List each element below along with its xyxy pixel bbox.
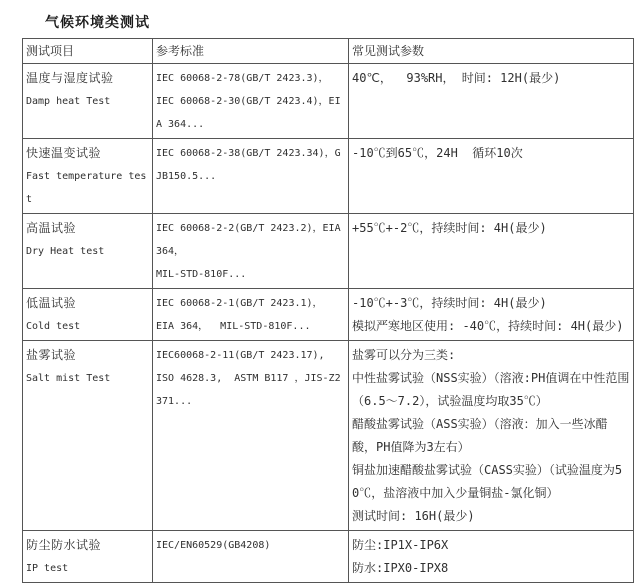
test-params-cell: [349, 214, 634, 289]
test-item-cell: [23, 289, 153, 341]
param-text: 醋酸盐雾试验（ASS实验）（溶液：加入一些冰醋酸，PH值降为3左右）: [352, 417, 608, 454]
param-text: 防水:IPX0-IPX8: [352, 561, 449, 575]
standard-text: IEC 60068-2-38(GB/T 2423.34)，GJB150.5...: [156, 148, 341, 182]
header-reference-standard: 参考标准: [153, 39, 349, 64]
standard-text: ISO 4628.3, ASTM B117 ，JIS-Z2371...: [156, 373, 341, 407]
reference-standard-cell: [153, 531, 349, 583]
test-item-name-en: Damp heat Test: [26, 96, 111, 107]
param-text: 防尘:IP1X-IP6X: [352, 538, 449, 552]
page-title: 气候环境类测试: [45, 14, 150, 30]
test-item-name-en: Salt mist Test: [26, 373, 111, 384]
test-item-name-en: Dry Heat test: [26, 246, 105, 257]
param-text: 盐雾可以分为三类:: [352, 348, 456, 362]
test-item-name-cn: 防尘防水试验: [26, 538, 102, 552]
test-item-name-en: Cold test: [26, 321, 81, 332]
param-text: -10℃+-3℃，持续时间: 4H(最少): [352, 296, 547, 310]
test-item-cell: [23, 341, 153, 531]
table-row: [23, 139, 634, 214]
table-row: [23, 289, 634, 341]
climate-test-table: [22, 38, 634, 583]
test-item-name-en: Fast temperature test: [26, 171, 147, 205]
reference-standard-cell: [153, 139, 349, 214]
test-item-cell: [23, 531, 153, 583]
standard-text: MIL-STD-810F...: [156, 269, 247, 280]
test-params-cell: [349, 341, 634, 531]
test-item-cell: [23, 214, 153, 289]
standard-text: IEC60068-2-11(GB/T 2423.17),: [156, 350, 325, 361]
header-test-item: 测试项目: [23, 39, 153, 64]
test-params-cell: [349, 531, 634, 583]
test-params-cell: [349, 139, 634, 214]
standard-text: IEC 60068-2-1(GB/T 2423.1)，: [156, 298, 323, 309]
table-row: [23, 341, 634, 531]
table-row: [23, 64, 634, 139]
reference-standard-cell: [153, 341, 349, 531]
test-params-cell: [349, 289, 634, 341]
reference-standard-cell: [153, 64, 349, 139]
param-text: 测试时间: 16H(最少): [352, 509, 475, 523]
param-text: +55℃+-2℃，持续时间: 4H(最少): [352, 221, 547, 235]
test-item-cell: [23, 64, 153, 139]
table-body: [23, 64, 634, 583]
test-item-name-cn: 温度与湿度试验: [26, 71, 114, 85]
table-row: [23, 531, 634, 583]
param-text: 中性盐雾试验（NSS实验）（溶液:PH值调在中性范围（6.5～7.2），试验温度均取35℃）: [352, 371, 630, 408]
standard-text: IEC/EN60529(GB4208): [156, 540, 271, 551]
test-params-cell: [349, 64, 634, 139]
param-text: 40℃， 93%RH， 时间: 12H(最少): [352, 71, 561, 85]
table-row: [23, 214, 634, 289]
standard-text: EIA 364， MIL-STD-810F...: [156, 321, 311, 332]
test-item-name-en: IP test: [26, 563, 69, 574]
table-header-row: [23, 39, 634, 64]
test-item-cell: [23, 139, 153, 214]
header-common-test-params: 常见测试参数: [349, 39, 634, 64]
reference-standard-cell: [153, 214, 349, 289]
test-item-name-cn: 低温试验: [26, 296, 77, 310]
standard-text: IEC 60068-2-78(GB/T 2423.3)，: [156, 73, 329, 84]
test-item-name-cn: 高温试验: [26, 221, 77, 235]
test-item-name-cn: 快速温变试验: [26, 146, 102, 160]
standard-text: IEC 60068-2-2(GB/T 2423.2)，EIA 364，: [156, 223, 347, 257]
reference-standard-cell: [153, 289, 349, 341]
param-text: 模拟严寒地区使用: -40℃，持续时间: 4H(最少): [352, 319, 624, 333]
test-item-name-cn: 盐雾试验: [26, 348, 77, 362]
param-text: -10℃到65℃，24H 循环10次: [352, 146, 523, 160]
param-text: 铜盐加速醋酸盐雾试验（CASS实验）（试验温度为50℃，盐溶液中加入少量铜盐-氯化铜）: [352, 463, 623, 500]
standard-text: IEC 60068-2-30(GB/T 2423.4)，EIA 364...: [156, 96, 341, 130]
